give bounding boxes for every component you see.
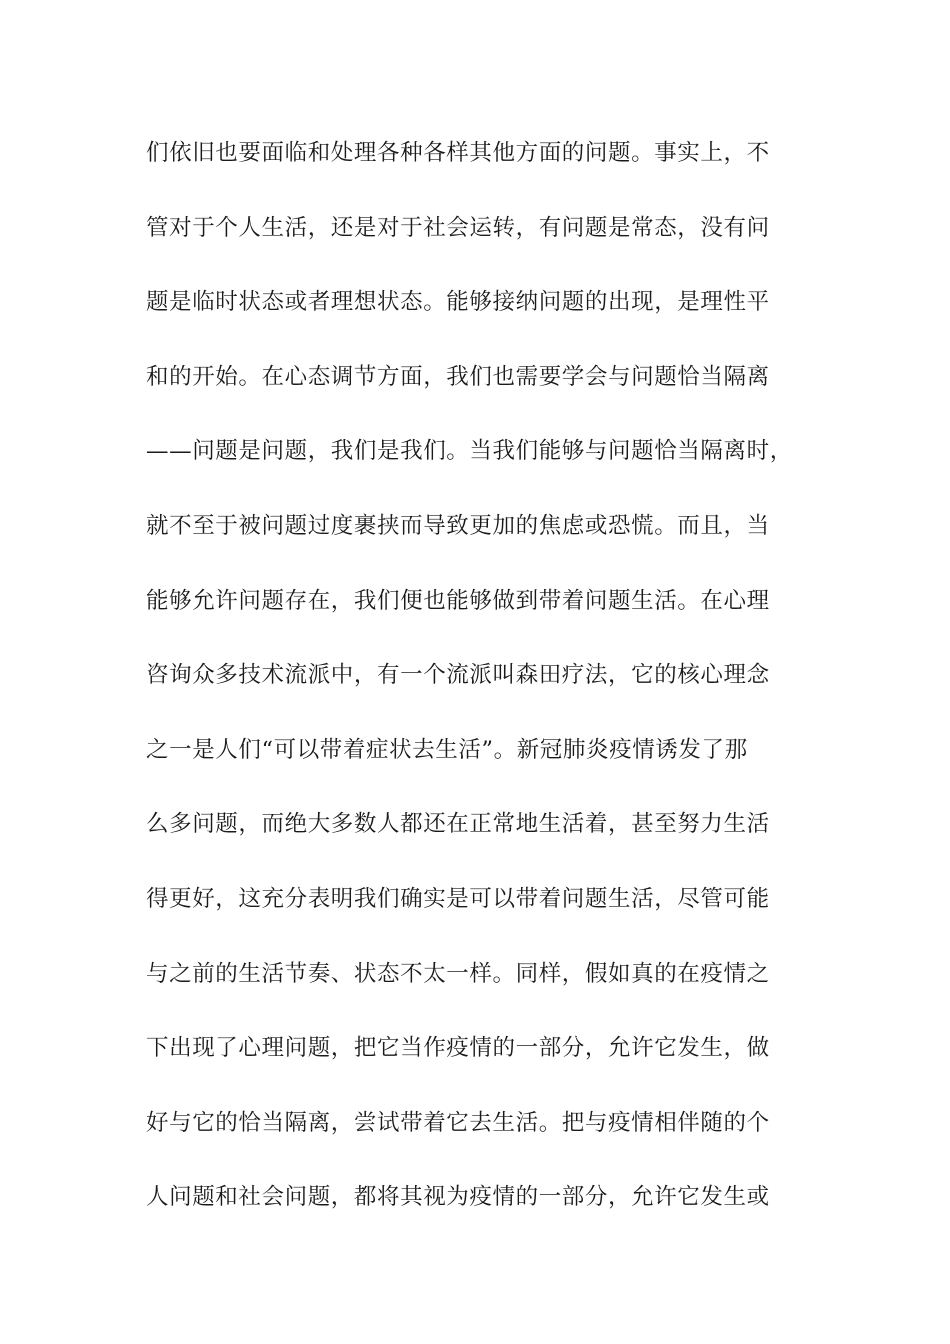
text-line: 们依旧也要面临和处理各种各样其他方面的问题。事实上，不 (146, 140, 770, 166)
text-line: 么多问题，而绝大多数人都还在正常地生活着，甚至努力生活 (146, 811, 770, 838)
body-text (146, 130, 806, 1249)
text-line: 题是临时状态或者理想状态。能够接纳问题的出现，是理性平 (146, 289, 770, 316)
text-line: 人问题和社会问题，都将其视为疫情的一部分，允许它发生或 (146, 1184, 770, 1211)
text-line: 就不至于被问题过度裹挟而导致更加的焦虑或恐慌。而且，当 (146, 512, 770, 539)
text-line: 管对于个人生活，还是对于社会运转，有问题是常态，没有问 (146, 214, 770, 241)
text-line: 好与它的恰当隔离，尝试带着它去生活。把与疫情相伴随的个 (146, 1109, 770, 1136)
text-line: 能够允许问题存在，我们便也能够做到带着问题生活。在心理 (146, 587, 770, 614)
text-line: 咨询众多技术流派中，有一个流派叫森田疗法，它的核心理念 (146, 662, 770, 689)
text-line: 和的开始。在心态调节方面，我们也需要学会与问题恰当隔离 (146, 363, 770, 390)
text-line: 下出现了心理问题，把它当作疫情的一部分，允许它发生，做 (146, 1035, 770, 1062)
text-line: 与之前的生活节奏、状态不太一样。同样，假如真的在疫情之 (146, 960, 770, 987)
text-line: ——问题是问题，我们是我们。当我们能够与问题恰当隔离时， (146, 438, 793, 465)
text-line: 得更好，这充分表明我们确实是可以带着问题生活，尽管可能 (146, 885, 770, 912)
text-line: 之一是人们“可以带着症状去生活”。新冠肺炎疫情诱发了那 (146, 736, 748, 763)
